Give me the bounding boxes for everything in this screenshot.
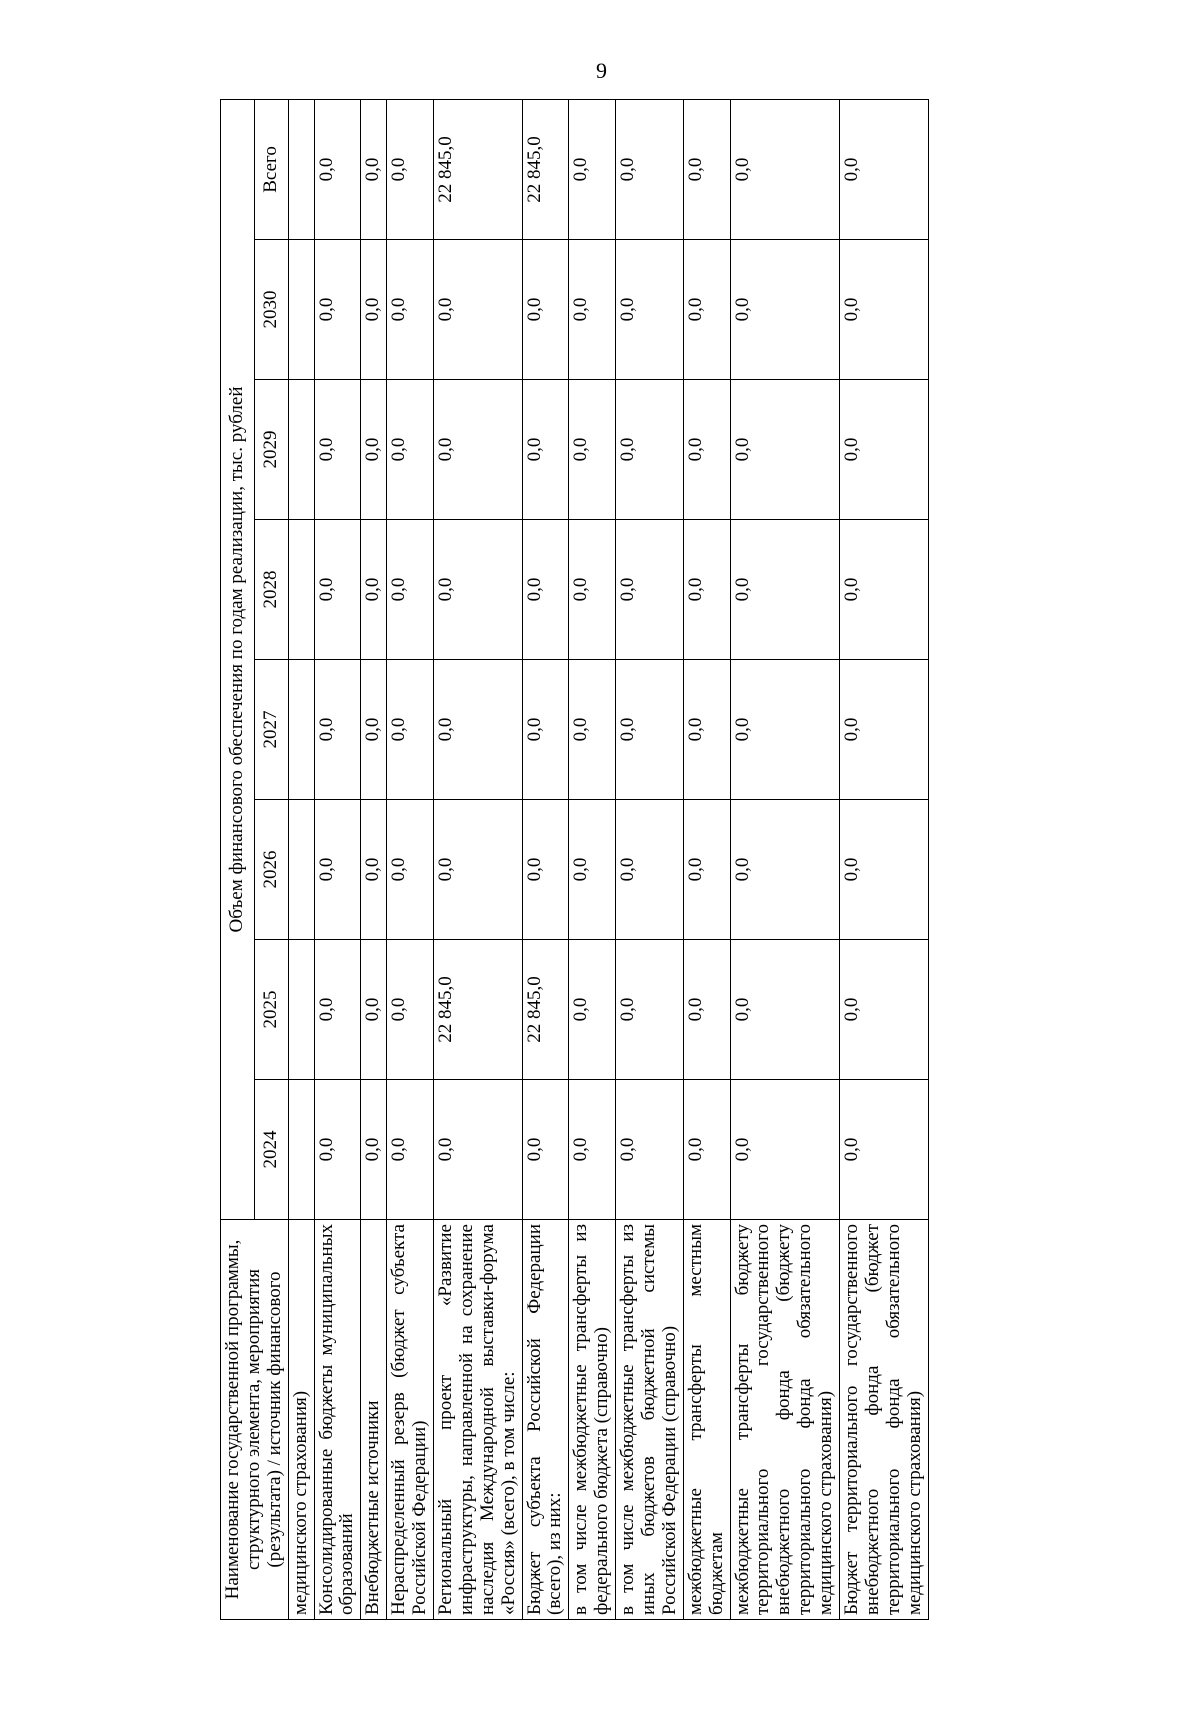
row-total: 0,0 — [314, 99, 361, 239]
row-value: 0,0 — [361, 240, 387, 380]
row-value: 0,0 — [683, 520, 730, 660]
row-name: межбюджетные трансферты местным бюджетам — [683, 1220, 730, 1620]
row-value — [288, 240, 314, 380]
row-value: 0,0 — [683, 1080, 730, 1220]
table-row — [434, 99, 523, 1619]
row-value — [288, 660, 314, 800]
table-row — [387, 99, 434, 1619]
row-value: 0,0 — [840, 520, 929, 660]
row-value: 0,0 — [387, 240, 434, 380]
row-value: 0,0 — [387, 800, 434, 940]
table-row — [569, 99, 616, 1619]
row-value: 0,0 — [569, 660, 616, 800]
row-value: 0,0 — [434, 800, 523, 940]
row-value: 0,0 — [840, 940, 929, 1080]
row-value: 0,0 — [434, 660, 523, 800]
row-value: 0,0 — [361, 520, 387, 660]
row-value: 0,0 — [387, 660, 434, 800]
row-total: 0,0 — [730, 99, 839, 239]
row-value: 0,0 — [616, 940, 684, 1080]
header-total: Всего — [254, 99, 288, 239]
row-name: Региональный проект «Развитие инфраструктуры, направленной на сохранение наследия Международной выставки-форума «Россия» (всего), в том числе: — [434, 1220, 523, 1620]
table-row — [361, 99, 387, 1619]
row-name: в том числе межбюджетные трансферты из федерального бюджета (справочно) — [569, 1220, 616, 1620]
row-value: 0,0 — [616, 240, 684, 380]
financing-table — [220, 99, 929, 1620]
row-value: 0,0 — [840, 1080, 929, 1220]
row-value: 0,0 — [569, 240, 616, 380]
row-value: 0,0 — [683, 800, 730, 940]
header-year: 2026 — [254, 800, 288, 940]
row-value: 0,0 — [314, 1080, 361, 1220]
row-value — [288, 380, 314, 520]
row-value: 0,0 — [569, 940, 616, 1080]
row-total: 22 845,0 — [522, 99, 569, 239]
row-name: Внебюджетные источники — [361, 1220, 387, 1620]
row-total: 0,0 — [569, 99, 616, 239]
row-value: 0,0 — [434, 380, 523, 520]
row-value: 0,0 — [522, 800, 569, 940]
row-value: 0,0 — [730, 800, 839, 940]
row-name: в том числе межбюджетные трансферты из иных бюджетов бюджетной системы Российской Федерации (справочно) — [616, 1220, 684, 1620]
row-value: 0,0 — [730, 660, 839, 800]
row-total: 0,0 — [361, 99, 387, 239]
row-total: 0,0 — [683, 99, 730, 239]
row-value: 0,0 — [569, 380, 616, 520]
table-row — [683, 99, 730, 1619]
row-value: 0,0 — [387, 1080, 434, 1220]
row-value: 0,0 — [314, 660, 361, 800]
row-name: Консолидированные бюджеты муниципальных образований — [314, 1220, 361, 1620]
row-name: Нераспределенный резерв (бюджет субъекта Российской Федерации) — [387, 1220, 434, 1620]
row-name: Бюджет субъекта Российской Федерации (всего), из них: — [522, 1220, 569, 1620]
row-name: медицинского страхования) — [288, 1220, 314, 1620]
row-value: 0,0 — [522, 240, 569, 380]
row-total: 22 845,0 — [434, 99, 523, 239]
row-value: 0,0 — [361, 660, 387, 800]
header-year: 2025 — [254, 940, 288, 1080]
row-value: 0,0 — [569, 1080, 616, 1220]
header-year: 2027 — [254, 660, 288, 800]
row-total: 0,0 — [387, 99, 434, 239]
header-volume: Объем финансового обеспечения по годам реализации, тыс. рублей — [221, 99, 255, 1219]
table-row — [288, 99, 314, 1619]
row-value: 0,0 — [361, 380, 387, 520]
row-value: 0,0 — [730, 240, 839, 380]
row-value: 0,0 — [730, 1080, 839, 1220]
row-total: 0,0 — [616, 99, 684, 239]
row-value: 0,0 — [616, 660, 684, 800]
row-value: 0,0 — [387, 380, 434, 520]
row-value: 22 845,0 — [434, 940, 523, 1080]
row-value: 0,0 — [434, 240, 523, 380]
row-value: 0,0 — [361, 1080, 387, 1220]
row-value — [288, 520, 314, 660]
page-number: 9 — [596, 58, 607, 83]
row-value: 0,0 — [730, 380, 839, 520]
header-year: 2028 — [254, 520, 288, 660]
table-row — [840, 99, 929, 1619]
row-value — [288, 940, 314, 1080]
row-value: 0,0 — [522, 520, 569, 660]
table-row — [730, 99, 839, 1619]
row-value: 0,0 — [616, 520, 684, 660]
header-year: 2030 — [254, 240, 288, 380]
row-value — [288, 1080, 314, 1220]
row-value: 0,0 — [314, 380, 361, 520]
row-value: 0,0 — [522, 1080, 569, 1220]
header-name: Наименование государственной программы, структурного элемента, мероприятия (результата) / источник финансового — [221, 1220, 289, 1620]
table-row — [522, 99, 569, 1619]
table-row — [314, 99, 361, 1619]
row-value: 0,0 — [314, 940, 361, 1080]
row-value: 0,0 — [840, 380, 929, 520]
row-value: 0,0 — [683, 380, 730, 520]
header-year: 2024 — [254, 1080, 288, 1220]
row-value: 0,0 — [361, 800, 387, 940]
row-value — [288, 800, 314, 940]
header-year: 2029 — [254, 380, 288, 520]
row-value: 0,0 — [314, 800, 361, 940]
table-row — [616, 99, 684, 1619]
row-value: 0,0 — [730, 520, 839, 660]
row-total — [288, 99, 314, 239]
row-value: 0,0 — [314, 520, 361, 660]
row-value: 0,0 — [730, 940, 839, 1080]
row-value: 0,0 — [522, 380, 569, 520]
row-value: 0,0 — [840, 800, 929, 940]
row-value: 0,0 — [683, 940, 730, 1080]
row-value: 0,0 — [314, 240, 361, 380]
row-total: 0,0 — [840, 99, 929, 239]
row-value: 0,0 — [840, 240, 929, 380]
row-value: 0,0 — [387, 940, 434, 1080]
row-value: 0,0 — [616, 1080, 684, 1220]
financing-table-rotated — [220, 100, 1020, 1620]
row-value: 0,0 — [361, 940, 387, 1080]
row-value: 0,0 — [569, 800, 616, 940]
row-value: 0,0 — [616, 380, 684, 520]
row-name: Бюджет территориального государственного внебюджетного фонда (бюджет территориального фонда обязательного медицинского страхования) — [840, 1220, 929, 1620]
row-value: 0,0 — [434, 1080, 523, 1220]
row-value: 0,0 — [683, 240, 730, 380]
row-value: 0,0 — [683, 660, 730, 800]
row-value: 0,0 — [434, 520, 523, 660]
row-value: 22 845,0 — [522, 940, 569, 1080]
row-value: 0,0 — [522, 660, 569, 800]
row-value: 0,0 — [387, 520, 434, 660]
row-name: межбюджетные трансферты бюджету территориального государственного внебюджетного фонда (бюджету территориального фонда обязательного медицинского страхования) — [730, 1220, 839, 1620]
row-value: 0,0 — [616, 800, 684, 940]
row-value: 0,0 — [569, 520, 616, 660]
table-body — [288, 99, 928, 1619]
row-value: 0,0 — [840, 660, 929, 800]
